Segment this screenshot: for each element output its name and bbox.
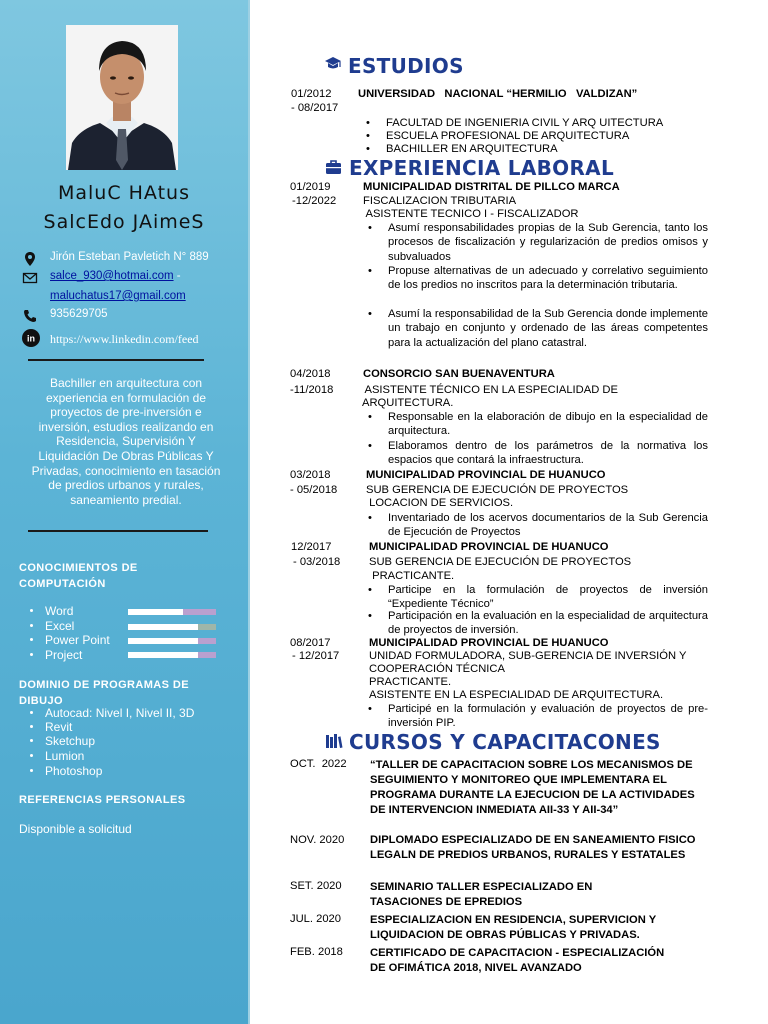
studies-item: • BACHILLER EN ARQUITECTURA: [386, 142, 716, 156]
drawing-heading: DOMINIO DE PROGRAMAS DE DIBUJO: [19, 679, 189, 707]
job-bullet: • Asumí la responsabilidad de la Sub Gerencia donde implemente un trabajo en conjunto y ordenado de las áreas competentes para la actualización del plano catastral.: [388, 307, 708, 350]
course-title: DIPLOMADO ESPECIALIZADO DE EN SANEAMIENTO FISICO LEGALN DE PREDIOS URBANOS, RURALES Y ESTATALES: [370, 834, 696, 861]
course-title: SEMINARIO TALLER ESPECIALIZADO EN TASACIONES DE EPREDIOS: [370, 881, 593, 908]
job-bullet: • Responsable en la elaboración de dibujo en la especialidad de arquitectura.: [388, 410, 708, 439]
course-title: ESPECIALIZACION EN RESIDENCIA, SUPERVICION Y LIQUIDACION DE OBRAS PÚBLICAS Y PRIVADAS.: [370, 914, 656, 941]
location-pin-icon: [22, 251, 38, 267]
books-icon: [325, 733, 343, 749]
job-date-end: - 05/2018: [290, 484, 338, 496]
job-date-end: -12/2022: [292, 195, 337, 207]
job-line: LOCACION DE SERVICIOS.: [366, 497, 514, 509]
job-line: SUB GERENCIA DE EJECUCIÓN DE PROYECTOS: [366, 484, 629, 496]
job-bullet: • Participé en la formulación y evaluación de proyectos de pre- inversión PIP.: [388, 702, 708, 731]
name-line-2: SalcEdo JAimeS: [43, 211, 205, 233]
job-bullet: • Elaboramos dentro de los parámetros de la normativa los espacios que contará la infraestructura.: [388, 439, 708, 468]
job-line: COOPERACIÓN TÉCNICA: [369, 663, 505, 675]
course-date: FEB. 2018: [290, 946, 343, 958]
name-line-1: MaluC HAtus: [57, 182, 190, 204]
computing-heading: CONOCIMIENTOS DE COMPUTACIÓN: [19, 562, 138, 590]
drawing-item-label: Photoshop: [45, 764, 103, 778]
job-line: SUB GERENCIA DE EJECUCIÓN DE PROYECTOS: [369, 556, 632, 568]
course-date: JUL. 2020: [290, 913, 341, 925]
course-title: CERTIFICADO DE CAPACITACION - ESPECIALIZACIÓN DE OFIMÁTICA 2018, NIVEL AVANZADO: [370, 947, 665, 974]
phone-icon: [22, 308, 38, 324]
studies-item: • FACULTAD DE INGENIERIA CIVIL Y ARQ UITECTURA: [386, 116, 716, 130]
svg-text:in: in: [27, 333, 35, 344]
course-date: SET. 2020: [290, 880, 342, 892]
drawing-item-label: Sketchup: [45, 734, 96, 748]
address-text: Jirón Esteban Pavletich N° 889: [50, 251, 209, 263]
job-date-start: 04/2018: [290, 368, 331, 380]
skill-bar-word: [128, 609, 216, 615]
email-link-1[interactable]: salce_930@hotmai.com: [50, 270, 174, 282]
sidebar: [0, 0, 250, 1024]
skill-label: Word: [45, 604, 74, 618]
studies-date-end: - 08/2017: [291, 102, 339, 114]
courses-heading: CURSOS Y CAPACITACONES: [349, 730, 661, 754]
job-line: ASISTENTE TÉCNICO EN LA ESPECIALIDAD DE: [362, 384, 618, 396]
job-line: ASISTENTE EN LA ESPECIALIDAD DE ARQUITECTURA.: [369, 689, 664, 701]
linkedin-icon[interactable]: [22, 329, 40, 347]
job-employer: MUNICIPALIDAD PROVINCIAL DE HUANUCO: [369, 637, 609, 649]
studies-date-start: 01/2012: [291, 88, 332, 100]
skill-bar-project: [128, 652, 216, 658]
studies-item: • ESCUELA PROFESIONAL DE ARQUITECTURA: [386, 129, 716, 143]
job-date-start: 03/2018: [290, 469, 331, 481]
drawing-item-label: Revit: [45, 720, 73, 734]
envelope-icon: [22, 270, 38, 286]
course-title: “TALLER DE CAPACITACION SOBRE LOS MECANISMOS DE SEGUIMIENTO Y MONITOREO QUE IMPLEMENTARA EL PROGRAMA DURANTE LA EJECUCION DE LA ACTIVIDADES DE INTERVENCION INMEDIATA AII-33 Y AII-34”: [370, 759, 695, 816]
job-employer: MUNICIPALIDAD DISTRITAL DE PILLCO MARCA: [363, 181, 620, 193]
sidebar-divider-1: [28, 359, 204, 361]
job-date-start: 12/2017: [291, 541, 332, 553]
email-link-2[interactable]: maluchatus17@gmail.com: [50, 290, 186, 302]
drawing-item-label: Lumion: [45, 749, 85, 763]
studies-institution: UNIVERSIDAD NACIONAL “HERMILIO VALDIZAN”: [358, 88, 638, 100]
job-line: ASISTENTE TECNICO I - FISCALIZADOR: [363, 208, 579, 220]
job-date-start: 08/2017: [290, 637, 331, 649]
experience-heading: EXPERIENCIA LABORAL: [349, 156, 614, 180]
job-employer: MUNICIPALIDAD PROVINCIAL DE HUANUCO: [369, 541, 609, 553]
job-line: PRACTICANTE.: [369, 676, 452, 688]
graduation-cap-icon: [324, 55, 342, 73]
profile-summary: Bachiller en arquitectura con experiencia en formulación de proyectos de pre-inversión e inversión, estudios realizando en Residencia, Supervisión Y Liquidación De Obras Públicas Y Privadas, conocimiento en tasación de predios urbanos y rurales, saneamiento predial.: [31, 376, 221, 507]
course-date: OCT. 2022: [290, 758, 347, 770]
references-heading: REFERENCIAS PERSONALES: [19, 794, 186, 806]
job-bullet: • Participe en la formulación de proyectos de inversión “Expediente Técnico”: [388, 583, 708, 612]
job-date-end: - 03/2018: [293, 556, 341, 568]
skill-bar-powerpoint: [128, 638, 216, 644]
sidebar-divider-2: [28, 530, 208, 532]
profile-photo: [66, 25, 178, 170]
briefcase-icon: [325, 159, 342, 175]
job-employer: CONSORCIO SAN BUENAVENTURA: [363, 368, 555, 380]
job-date-start: 01/2019: [290, 181, 331, 193]
skill-label: Project: [45, 648, 83, 662]
skill-bar-excel: [128, 624, 216, 630]
job-line: PRACTICANTE.: [369, 570, 455, 582]
job-bullet: • Participación en la evaluación en la especialidad de arquitectura de proyectos de inversión.: [388, 609, 708, 638]
job-line: UNIDAD FORMULADORA, SUB-GERENCIA DE INVERSIÓN Y: [369, 650, 687, 662]
skill-label: Excel: [45, 619, 75, 633]
references-text: Disponible a solicitud: [19, 822, 132, 836]
job-bullet: • Inventariado de los acervos documentarios de la Sub Gerencia de Ejecución de Proyectos: [388, 511, 708, 540]
studies-heading: ESTUDIOS: [348, 54, 464, 78]
job-bullet: • Propuse alternativas de un adecuado y correlativo seguimiento de los predios no inscritos para la determinación tributaria.: [388, 264, 708, 293]
course-date: NOV. 2020: [290, 834, 345, 846]
linkedin-url[interactable]: https://www.linkedin.com/feed: [50, 332, 199, 346]
phone-text: 935629705: [50, 308, 108, 320]
job-date-end: - 12/2017: [292, 650, 340, 662]
job-bullet: • Asumí responsabilidades propias de la Sub Gerencia, tanto los procesos de fiscalización y regularización de predios omisos y subvaluados: [388, 221, 708, 264]
job-date-end: -11/2018: [290, 384, 334, 396]
job-line: ARQUITECTURA.: [362, 397, 454, 409]
drawing-item-label: Autocad: Nivel I, Nivel II, 3D: [45, 706, 195, 720]
job-line: FISCALIZACION TRIBUTARIA: [363, 195, 517, 207]
email-separator: -: [173, 270, 181, 282]
skill-label: Power Point: [45, 633, 110, 647]
job-employer: MUNICIPALIDAD PROVINCIAL DE HUANUCO: [366, 469, 606, 481]
